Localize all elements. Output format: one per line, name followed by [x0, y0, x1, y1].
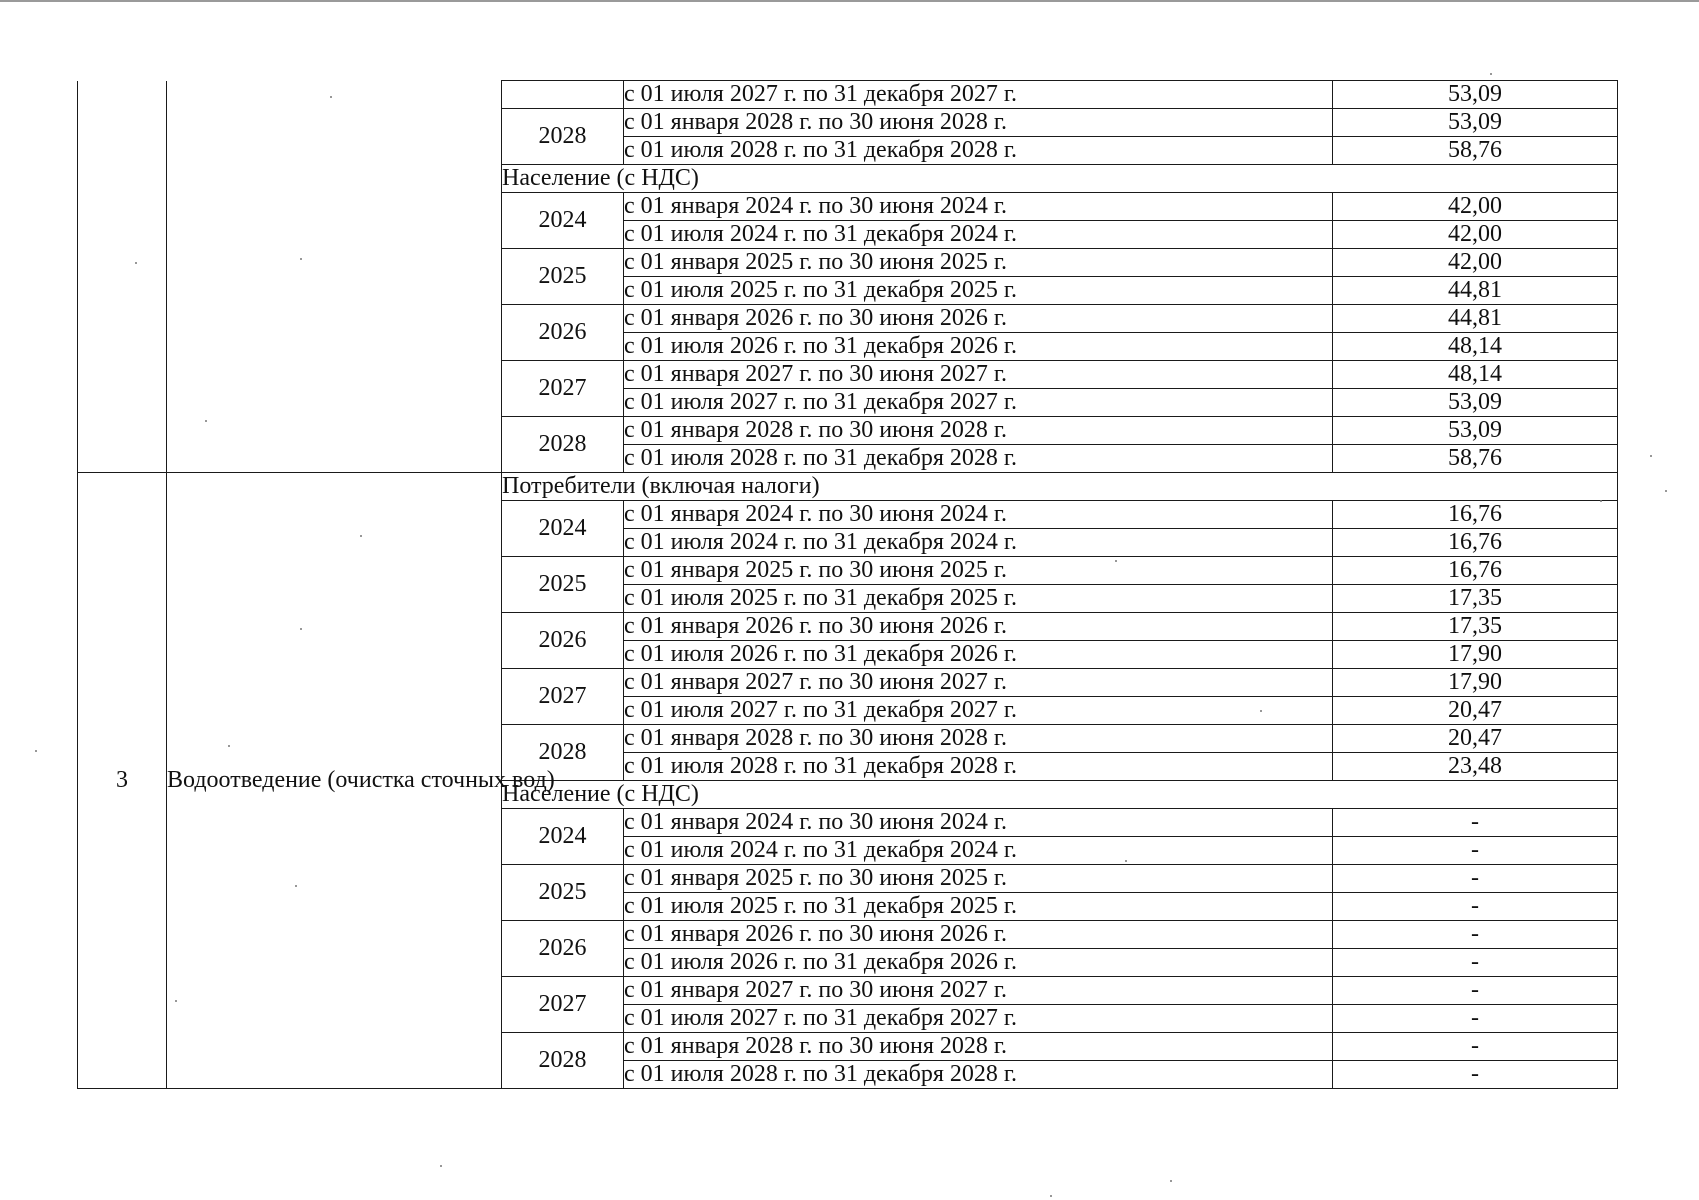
- scan-speck: [205, 420, 207, 422]
- service-name-cell: [167, 81, 502, 473]
- year-cell: 2027: [502, 669, 624, 725]
- scan-speck: [1050, 1195, 1052, 1197]
- tariff-value-cell: -: [1333, 1005, 1618, 1033]
- year-cell: 2026: [502, 921, 624, 977]
- period-cell: с 01 июля 2027 г. по 31 декабря 2027 г.: [624, 389, 1333, 417]
- scan-speck: [300, 628, 302, 630]
- tariff-table: [77, 80, 1618, 1089]
- period-cell: с 01 июля 2025 г. по 31 декабря 2025 г.: [624, 893, 1333, 921]
- scan-speck: [175, 1000, 177, 1002]
- year-cell: 2024: [502, 809, 624, 865]
- tariff-value-cell: 53,09: [1333, 81, 1618, 109]
- scan-speck: [1665, 490, 1667, 492]
- period-cell: с 01 января 2026 г. по 30 июня 2026 г.: [624, 921, 1333, 949]
- scan-speck: [135, 262, 137, 264]
- scan-top-rule: [0, 0, 1699, 2]
- tariff-value-cell: -: [1333, 1033, 1618, 1061]
- tariff-value-cell: 17,90: [1333, 669, 1618, 697]
- tariff-value-cell: -: [1333, 1061, 1618, 1089]
- year-cell: 2025: [502, 249, 624, 305]
- period-cell: с 01 января 2025 г. по 30 июня 2025 г.: [624, 865, 1333, 893]
- tariff-value-cell: 17,35: [1333, 585, 1618, 613]
- period-cell: с 01 января 2028 г. по 30 июня 2028 г.: [624, 725, 1333, 753]
- period-cell: с 01 июля 2028 г. по 31 декабря 2028 г.: [624, 137, 1333, 165]
- tariff-value-cell: 20,47: [1333, 725, 1618, 753]
- period-cell: с 01 июля 2027 г. по 31 декабря 2027 г.: [624, 81, 1333, 109]
- tariff-value-cell: 16,76: [1333, 557, 1618, 585]
- scan-speck: [330, 96, 332, 98]
- tariff-value-cell: 17,90: [1333, 641, 1618, 669]
- scan-speck: [1600, 500, 1602, 502]
- tariff-value-cell: -: [1333, 837, 1618, 865]
- tariff-value-cell: 23,48: [1333, 753, 1618, 781]
- consumer-group-label: Население (с НДС): [502, 781, 1618, 809]
- tariff-value-cell: 53,09: [1333, 389, 1618, 417]
- year-cell: 2026: [502, 305, 624, 361]
- scan-speck: [1260, 710, 1262, 712]
- year-cell: 2027: [502, 977, 624, 1033]
- tariff-value-cell: -: [1333, 865, 1618, 893]
- row-number-cell: [78, 81, 167, 473]
- tariff-value-cell: 53,09: [1333, 417, 1618, 445]
- scan-speck: [1650, 455, 1652, 457]
- tariff-value-cell: 16,76: [1333, 529, 1618, 557]
- scan-speck: [1115, 560, 1117, 562]
- tariff-value-cell: 44,81: [1333, 305, 1618, 333]
- period-cell: с 01 июля 2024 г. по 31 декабря 2024 г.: [624, 221, 1333, 249]
- period-cell: с 01 января 2025 г. по 30 июня 2025 г.: [624, 557, 1333, 585]
- tariff-value-cell: 17,35: [1333, 613, 1618, 641]
- year-cell: 2025: [502, 557, 624, 613]
- tariff-value-cell: 20,47: [1333, 697, 1618, 725]
- year-cell: 2025: [502, 865, 624, 921]
- tariff-value-cell: 16,76: [1333, 501, 1618, 529]
- tariff-value-cell: 48,14: [1333, 333, 1618, 361]
- period-cell: с 01 января 2028 г. по 30 июня 2028 г.: [624, 109, 1333, 137]
- group-header-row: [78, 473, 1618, 501]
- tariff-value-cell: 42,00: [1333, 249, 1618, 277]
- tariff-value-cell: 58,76: [1333, 137, 1618, 165]
- tariff-value-cell: 48,14: [1333, 361, 1618, 389]
- row-number-cell: 3: [78, 473, 167, 1089]
- period-cell: с 01 января 2028 г. по 30 июня 2028 г.: [624, 1033, 1333, 1061]
- year-cell: 2026: [502, 613, 624, 669]
- period-cell: с 01 июля 2026 г. по 31 декабря 2026 г.: [624, 333, 1333, 361]
- tariff-value-cell: 58,76: [1333, 445, 1618, 473]
- period-cell: с 01 января 2026 г. по 30 июня 2026 г.: [624, 613, 1333, 641]
- period-cell: с 01 июля 2028 г. по 31 декабря 2028 г.: [624, 445, 1333, 473]
- scan-speck: [440, 1165, 442, 1167]
- tariff-table-body: [78, 81, 1618, 1089]
- service-name-cell: Водоотведение (очистка сточных вод): [167, 473, 502, 1089]
- tariff-value-cell: -: [1333, 809, 1618, 837]
- year-cell: 2024: [502, 501, 624, 557]
- period-cell: с 01 января 2027 г. по 30 июня 2027 г.: [624, 669, 1333, 697]
- scan-speck: [228, 745, 230, 747]
- scan-speck: [1170, 1180, 1172, 1182]
- year-cell: 2024: [502, 193, 624, 249]
- tariff-value-cell: 42,00: [1333, 193, 1618, 221]
- scan-speck: [300, 258, 302, 260]
- period-cell: с 01 июля 2028 г. по 31 декабря 2028 г.: [624, 753, 1333, 781]
- tariff-value-cell: 42,00: [1333, 221, 1618, 249]
- tariff-row: [78, 81, 1618, 109]
- tariff-value-cell: 53,09: [1333, 109, 1618, 137]
- period-cell: с 01 июля 2025 г. по 31 декабря 2025 г.: [624, 277, 1333, 305]
- scan-speck: [1125, 860, 1127, 862]
- year-cell: 2028: [502, 109, 624, 165]
- period-cell: с 01 января 2027 г. по 30 июня 2027 г.: [624, 361, 1333, 389]
- period-cell: с 01 января 2024 г. по 30 июня 2024 г.: [624, 193, 1333, 221]
- period-cell: с 01 июля 2027 г. по 31 декабря 2027 г.: [624, 697, 1333, 725]
- tariff-value-cell: -: [1333, 921, 1618, 949]
- period-cell: с 01 января 2025 г. по 30 июня 2025 г.: [624, 249, 1333, 277]
- period-cell: с 01 января 2026 г. по 30 июня 2026 г.: [624, 305, 1333, 333]
- scan-speck: [295, 885, 297, 887]
- period-cell: с 01 января 2024 г. по 30 июня 2024 г.: [624, 809, 1333, 837]
- tariff-value-cell: -: [1333, 893, 1618, 921]
- period-cell: с 01 июля 2025 г. по 31 декабря 2025 г.: [624, 585, 1333, 613]
- period-cell: с 01 января 2028 г. по 30 июня 2028 г.: [624, 417, 1333, 445]
- period-cell: с 01 января 2027 г. по 30 июня 2027 г.: [624, 977, 1333, 1005]
- period-cell: с 01 июля 2026 г. по 31 декабря 2026 г.: [624, 641, 1333, 669]
- period-cell: с 01 июля 2024 г. по 31 декабря 2024 г.: [624, 837, 1333, 865]
- scan-speck: [35, 750, 37, 752]
- scan-speck: [1490, 73, 1492, 75]
- year-cell: 2028: [502, 417, 624, 473]
- period-cell: с 01 июля 2026 г. по 31 декабря 2026 г.: [624, 949, 1333, 977]
- tariff-value-cell: -: [1333, 949, 1618, 977]
- period-cell: с 01 июля 2027 г. по 31 декабря 2027 г.: [624, 1005, 1333, 1033]
- year-cell: 2028: [502, 1033, 624, 1089]
- year-cell: 2027: [502, 361, 624, 417]
- consumer-group-label: Потребители (включая налоги): [502, 473, 1618, 501]
- period-cell: с 01 июля 2024 г. по 31 декабря 2024 г.: [624, 529, 1333, 557]
- year-cell: 2028: [502, 725, 624, 781]
- period-cell: с 01 июля 2028 г. по 31 декабря 2028 г.: [624, 1061, 1333, 1089]
- period-cell: с 01 января 2024 г. по 30 июня 2024 г.: [624, 501, 1333, 529]
- tariff-value-cell: 44,81: [1333, 277, 1618, 305]
- year-cell: [502, 81, 624, 109]
- scan-speck: [360, 535, 362, 537]
- tariff-value-cell: -: [1333, 977, 1618, 1005]
- consumer-group-label: Население (с НДС): [502, 165, 1618, 193]
